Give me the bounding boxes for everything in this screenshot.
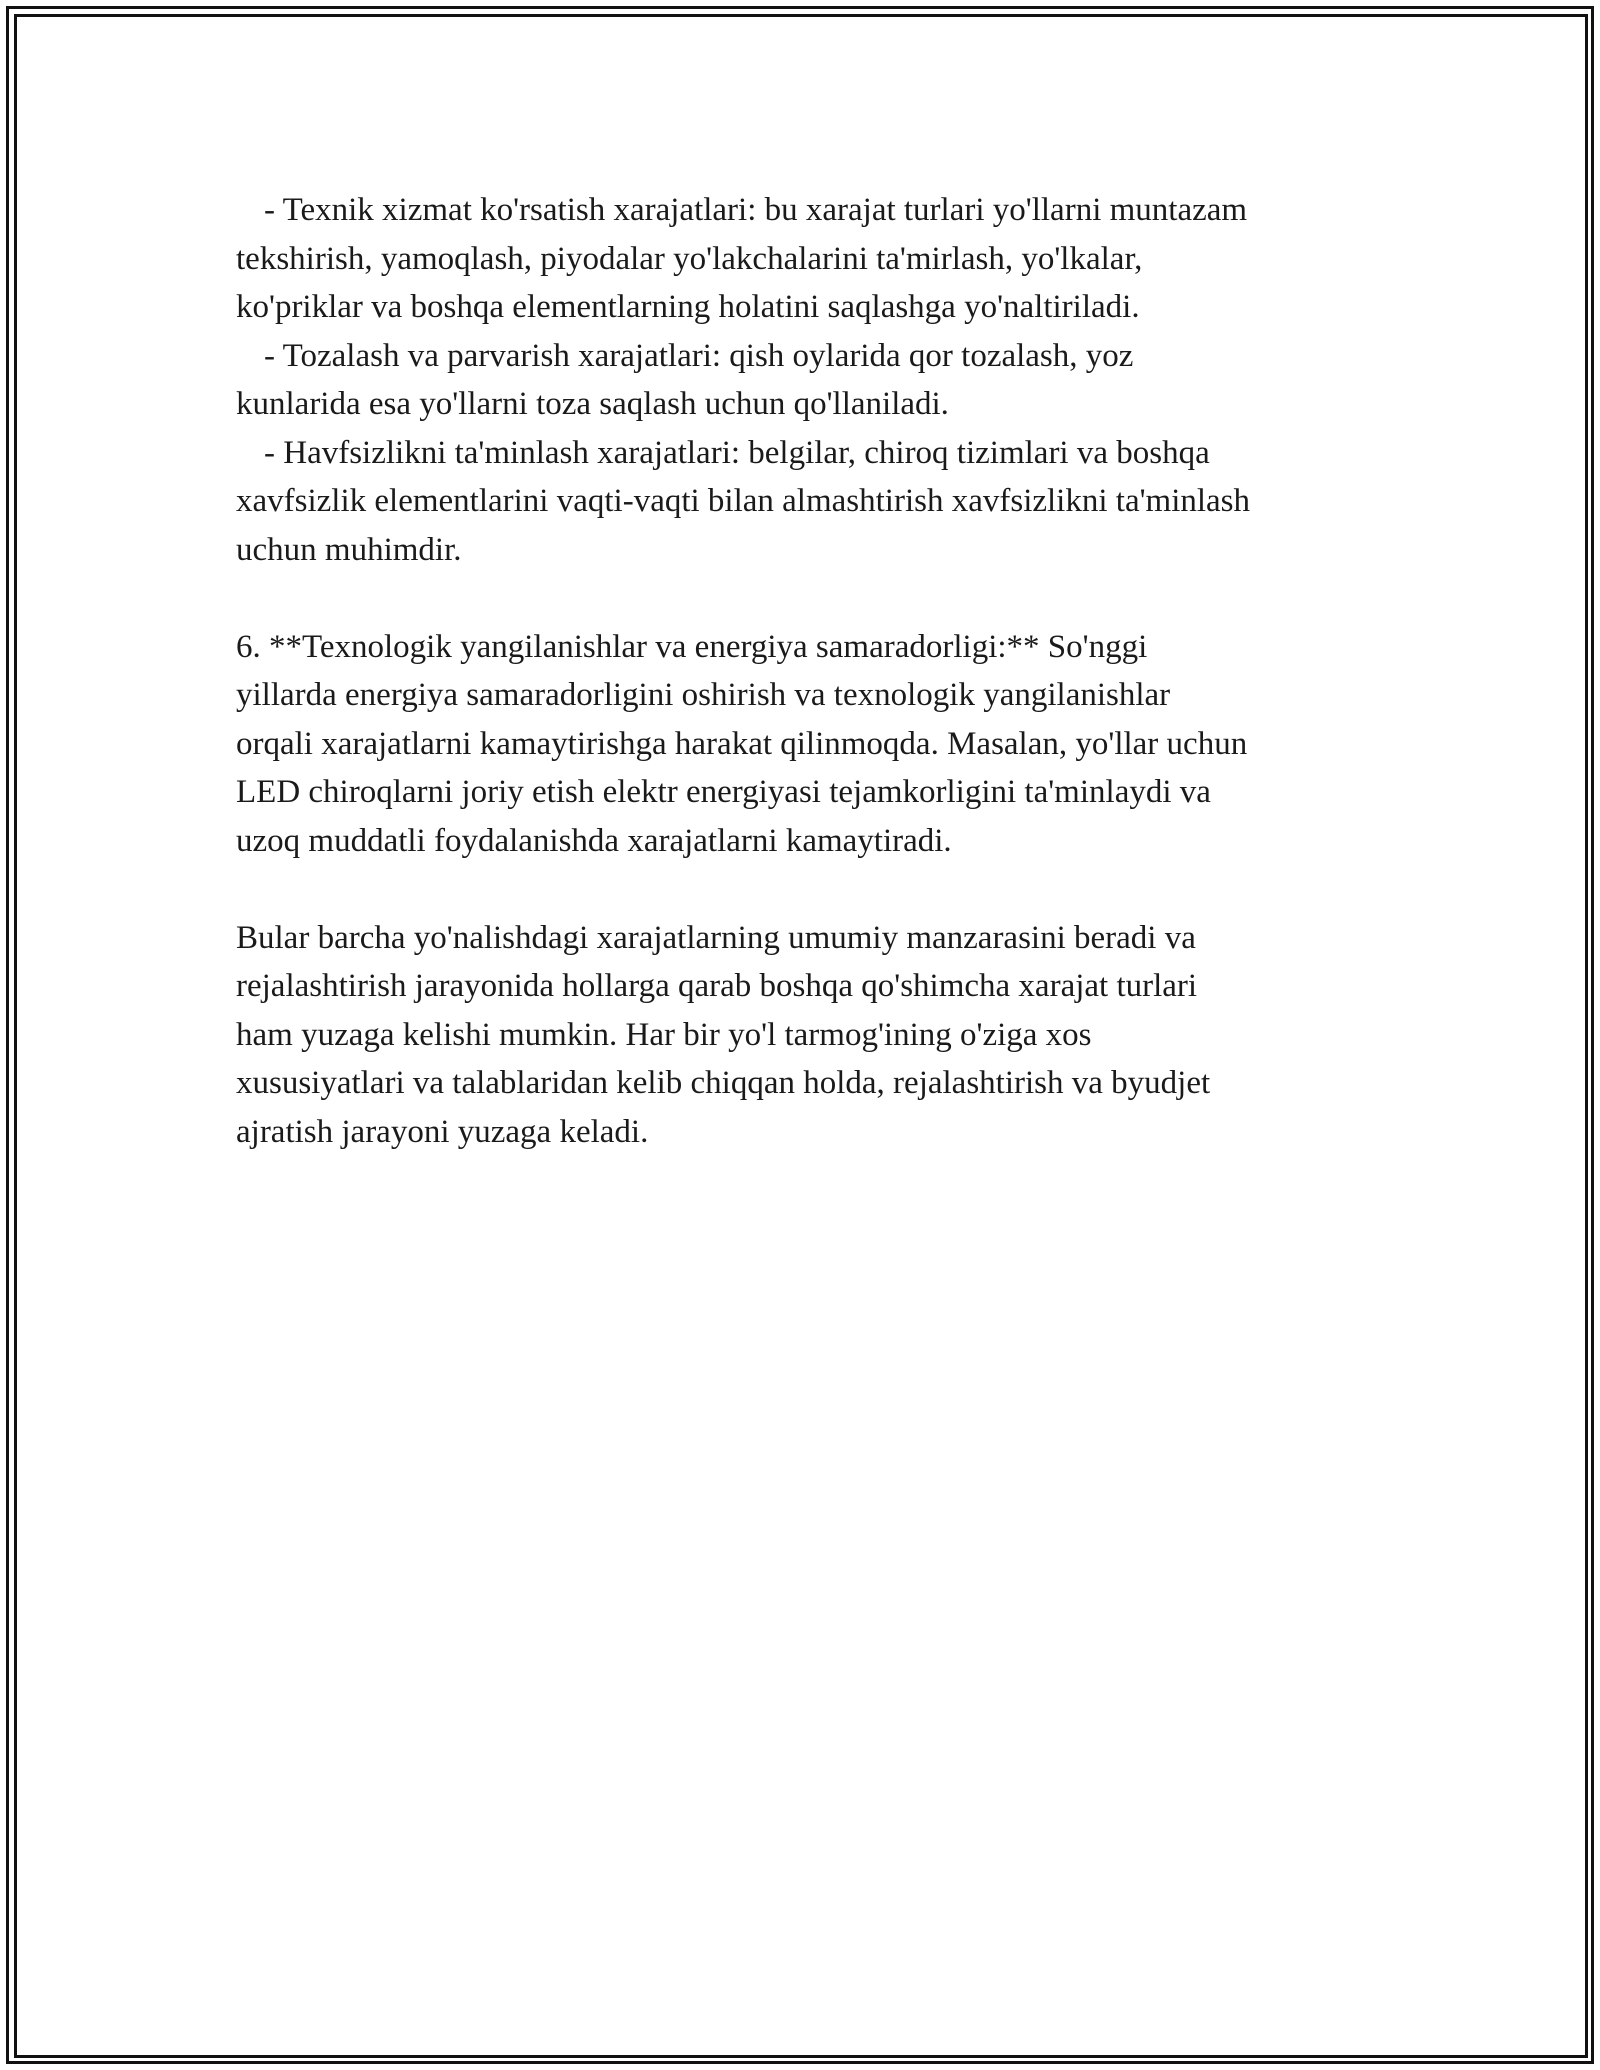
paragraph-conclusion bbox=[236, 914, 1368, 1157]
text-line: tekshirish, yamoqlash, piyodalar yo'lakchalarini ta'mirlash, yo'lkalar, bbox=[236, 240, 1143, 277]
text-line: xususiyatlari va talablaridan kelib chiqqan holda, rejalashtirish va byudjet bbox=[236, 1065, 1211, 1101]
paragraph-maintenance-costs bbox=[236, 186, 1368, 574]
text-line: ko'priklar va boshqa elementlarning holatini saqlashga yo'naltiriladi. bbox=[236, 289, 1140, 325]
text-line: orqali xarajatlarni kamaytirishga harakat qilinmoqda. Masalan, yo'llar uchun bbox=[236, 725, 1248, 762]
paragraph-technology-energy bbox=[236, 623, 1368, 866]
text-line: ajratish jarayoni yuzaga keladi. bbox=[236, 1113, 649, 1150]
text-line: yillarda energiya samaradorligini oshirish va texnologik yangilanishlar bbox=[236, 677, 1171, 713]
text-line: 6. **Texnologik yangilanishlar va energiya samaradorligi:** So'nggi bbox=[236, 628, 1148, 665]
text-line: - Havfsizlikni ta'minlash xarajatlari: belgilar, chiroq tizimlari va boshqa bbox=[264, 434, 1210, 471]
text-line: - Tozalash va parvarish xarajatlari: qish oylarida qor tozalash, yoz bbox=[264, 337, 1134, 374]
text-line: - Texnik xizmat ko'rsatish xarajatlari: bu xarajat turlari yo'llarni muntazam bbox=[264, 192, 1248, 228]
text-line: uzoq muddatli foydalanishda xarajatlarni kamaytiradi. bbox=[236, 822, 952, 859]
text-line: uchun muhimdir. bbox=[236, 531, 462, 568]
text-line: ham yuzaga kelishi mumkin. Har bir yo'l tarmog'ining o'ziga xos bbox=[236, 1016, 1092, 1053]
text-line: rejalashtirish jarayonida hollarga qarab boshqa qo'shimcha xarajat turlari bbox=[236, 968, 1198, 1004]
text-line: kunlarida esa yo'llarni toza saqlash uchun qo'llaniladi. bbox=[236, 386, 949, 422]
paragraph-spacer bbox=[236, 865, 1368, 914]
text-line: Bular barcha yo'nalishdagi xarajatlarning umumiy manzarasini beradi va bbox=[236, 919, 1196, 956]
text-line: xavfsizlik elementlarini vaqti-vaqti bilan almashtirish xavfsizlikni ta'minlash bbox=[236, 483, 1251, 519]
document-body bbox=[236, 186, 1368, 1156]
text-line: LED chiroqlarni joriy etish elektr energiyasi tejamkorligini ta'minlaydi va bbox=[236, 774, 1211, 810]
paragraph-spacer bbox=[236, 574, 1368, 623]
